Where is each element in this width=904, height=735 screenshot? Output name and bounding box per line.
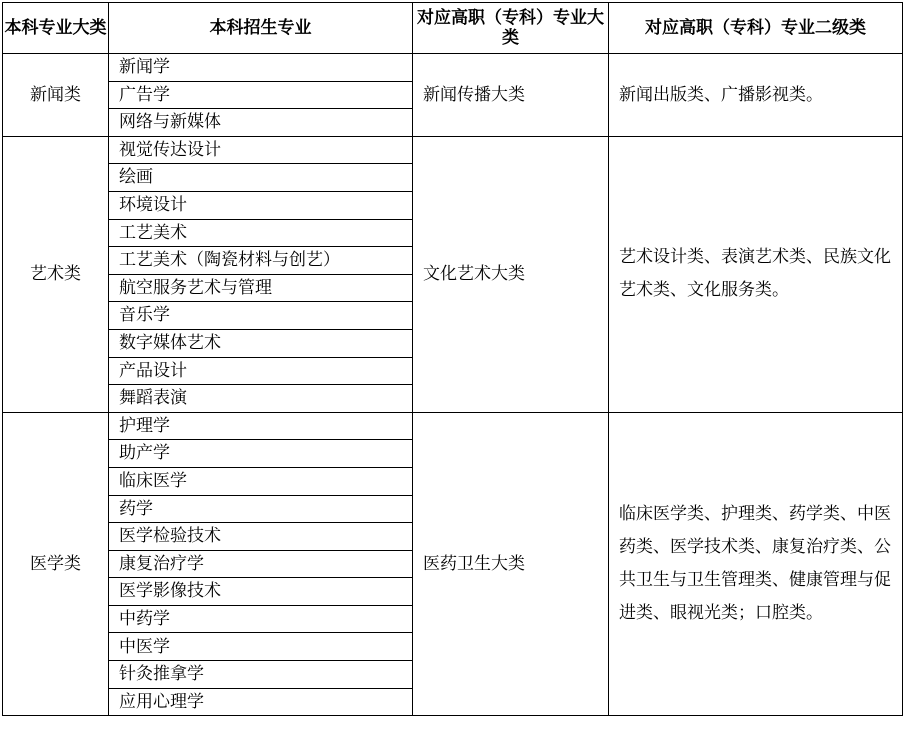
- subcategory-cell: 艺术设计类、表演艺术类、民族文化艺术类、文化服务类。: [609, 136, 903, 412]
- major-cell: 新闻学: [109, 54, 413, 82]
- major-cell: 工艺美术: [109, 219, 413, 247]
- vocational-category-cell: 医药卫生大类: [413, 412, 609, 716]
- major-cell: 临床医学: [109, 467, 413, 495]
- vocational-category-cell: 文化艺术大类: [413, 136, 609, 412]
- vocational-category-cell: 新闻传播大类: [413, 54, 609, 137]
- subcategory-cell: 新闻出版类、广播影视类。: [609, 54, 903, 137]
- header-row: [3, 3, 903, 54]
- major-cell: 针灸推拿学: [109, 661, 413, 689]
- major-cell: 中医学: [109, 633, 413, 661]
- header-undergrad-majors: 本科招生专业: [109, 3, 413, 54]
- major-cell: 航空服务艺术与管理: [109, 274, 413, 302]
- major-cell: 广告学: [109, 81, 413, 109]
- major-cell: 应用心理学: [109, 688, 413, 716]
- major-cell: 视觉传达设计: [109, 136, 413, 164]
- major-cell: 医学检验技术: [109, 523, 413, 551]
- majors-table: [2, 2, 903, 716]
- category-cell: 医学类: [3, 412, 109, 716]
- major-cell: 助产学: [109, 440, 413, 468]
- category-cell: 新闻类: [3, 54, 109, 137]
- header-vocational-subcategory: 对应高职（专科）专业二级类: [609, 3, 903, 54]
- major-cell: 产品设计: [109, 357, 413, 385]
- major-cell: 护理学: [109, 412, 413, 440]
- major-cell: 数字媒体艺术: [109, 329, 413, 357]
- major-cell: 音乐学: [109, 302, 413, 330]
- major-cell: 环境设计: [109, 191, 413, 219]
- category-cell: 艺术类: [3, 136, 109, 412]
- header-undergrad-category: 本科专业大类: [3, 3, 109, 54]
- table-row: [3, 136, 903, 164]
- table-row: [3, 54, 903, 82]
- major-cell: 药学: [109, 495, 413, 523]
- major-cell: 康复治疗学: [109, 550, 413, 578]
- major-cell: 医学影像技术: [109, 578, 413, 606]
- major-cell: 工艺美术（陶瓷材料与创艺）: [109, 247, 413, 275]
- header-vocational-category: 对应高职（专科）专业大类: [413, 3, 609, 54]
- subcategory-cell: 临床医学类、护理类、药学类、中医药类、医学技术类、康复治疗类、公共卫生与卫生管理类、健康管理与促进类、眼视光类；口腔类。: [609, 412, 903, 716]
- major-cell: 舞蹈表演: [109, 385, 413, 413]
- major-cell: 绘画: [109, 164, 413, 192]
- table-row: [3, 412, 903, 440]
- major-cell: 中药学: [109, 605, 413, 633]
- major-cell: 网络与新媒体: [109, 109, 413, 137]
